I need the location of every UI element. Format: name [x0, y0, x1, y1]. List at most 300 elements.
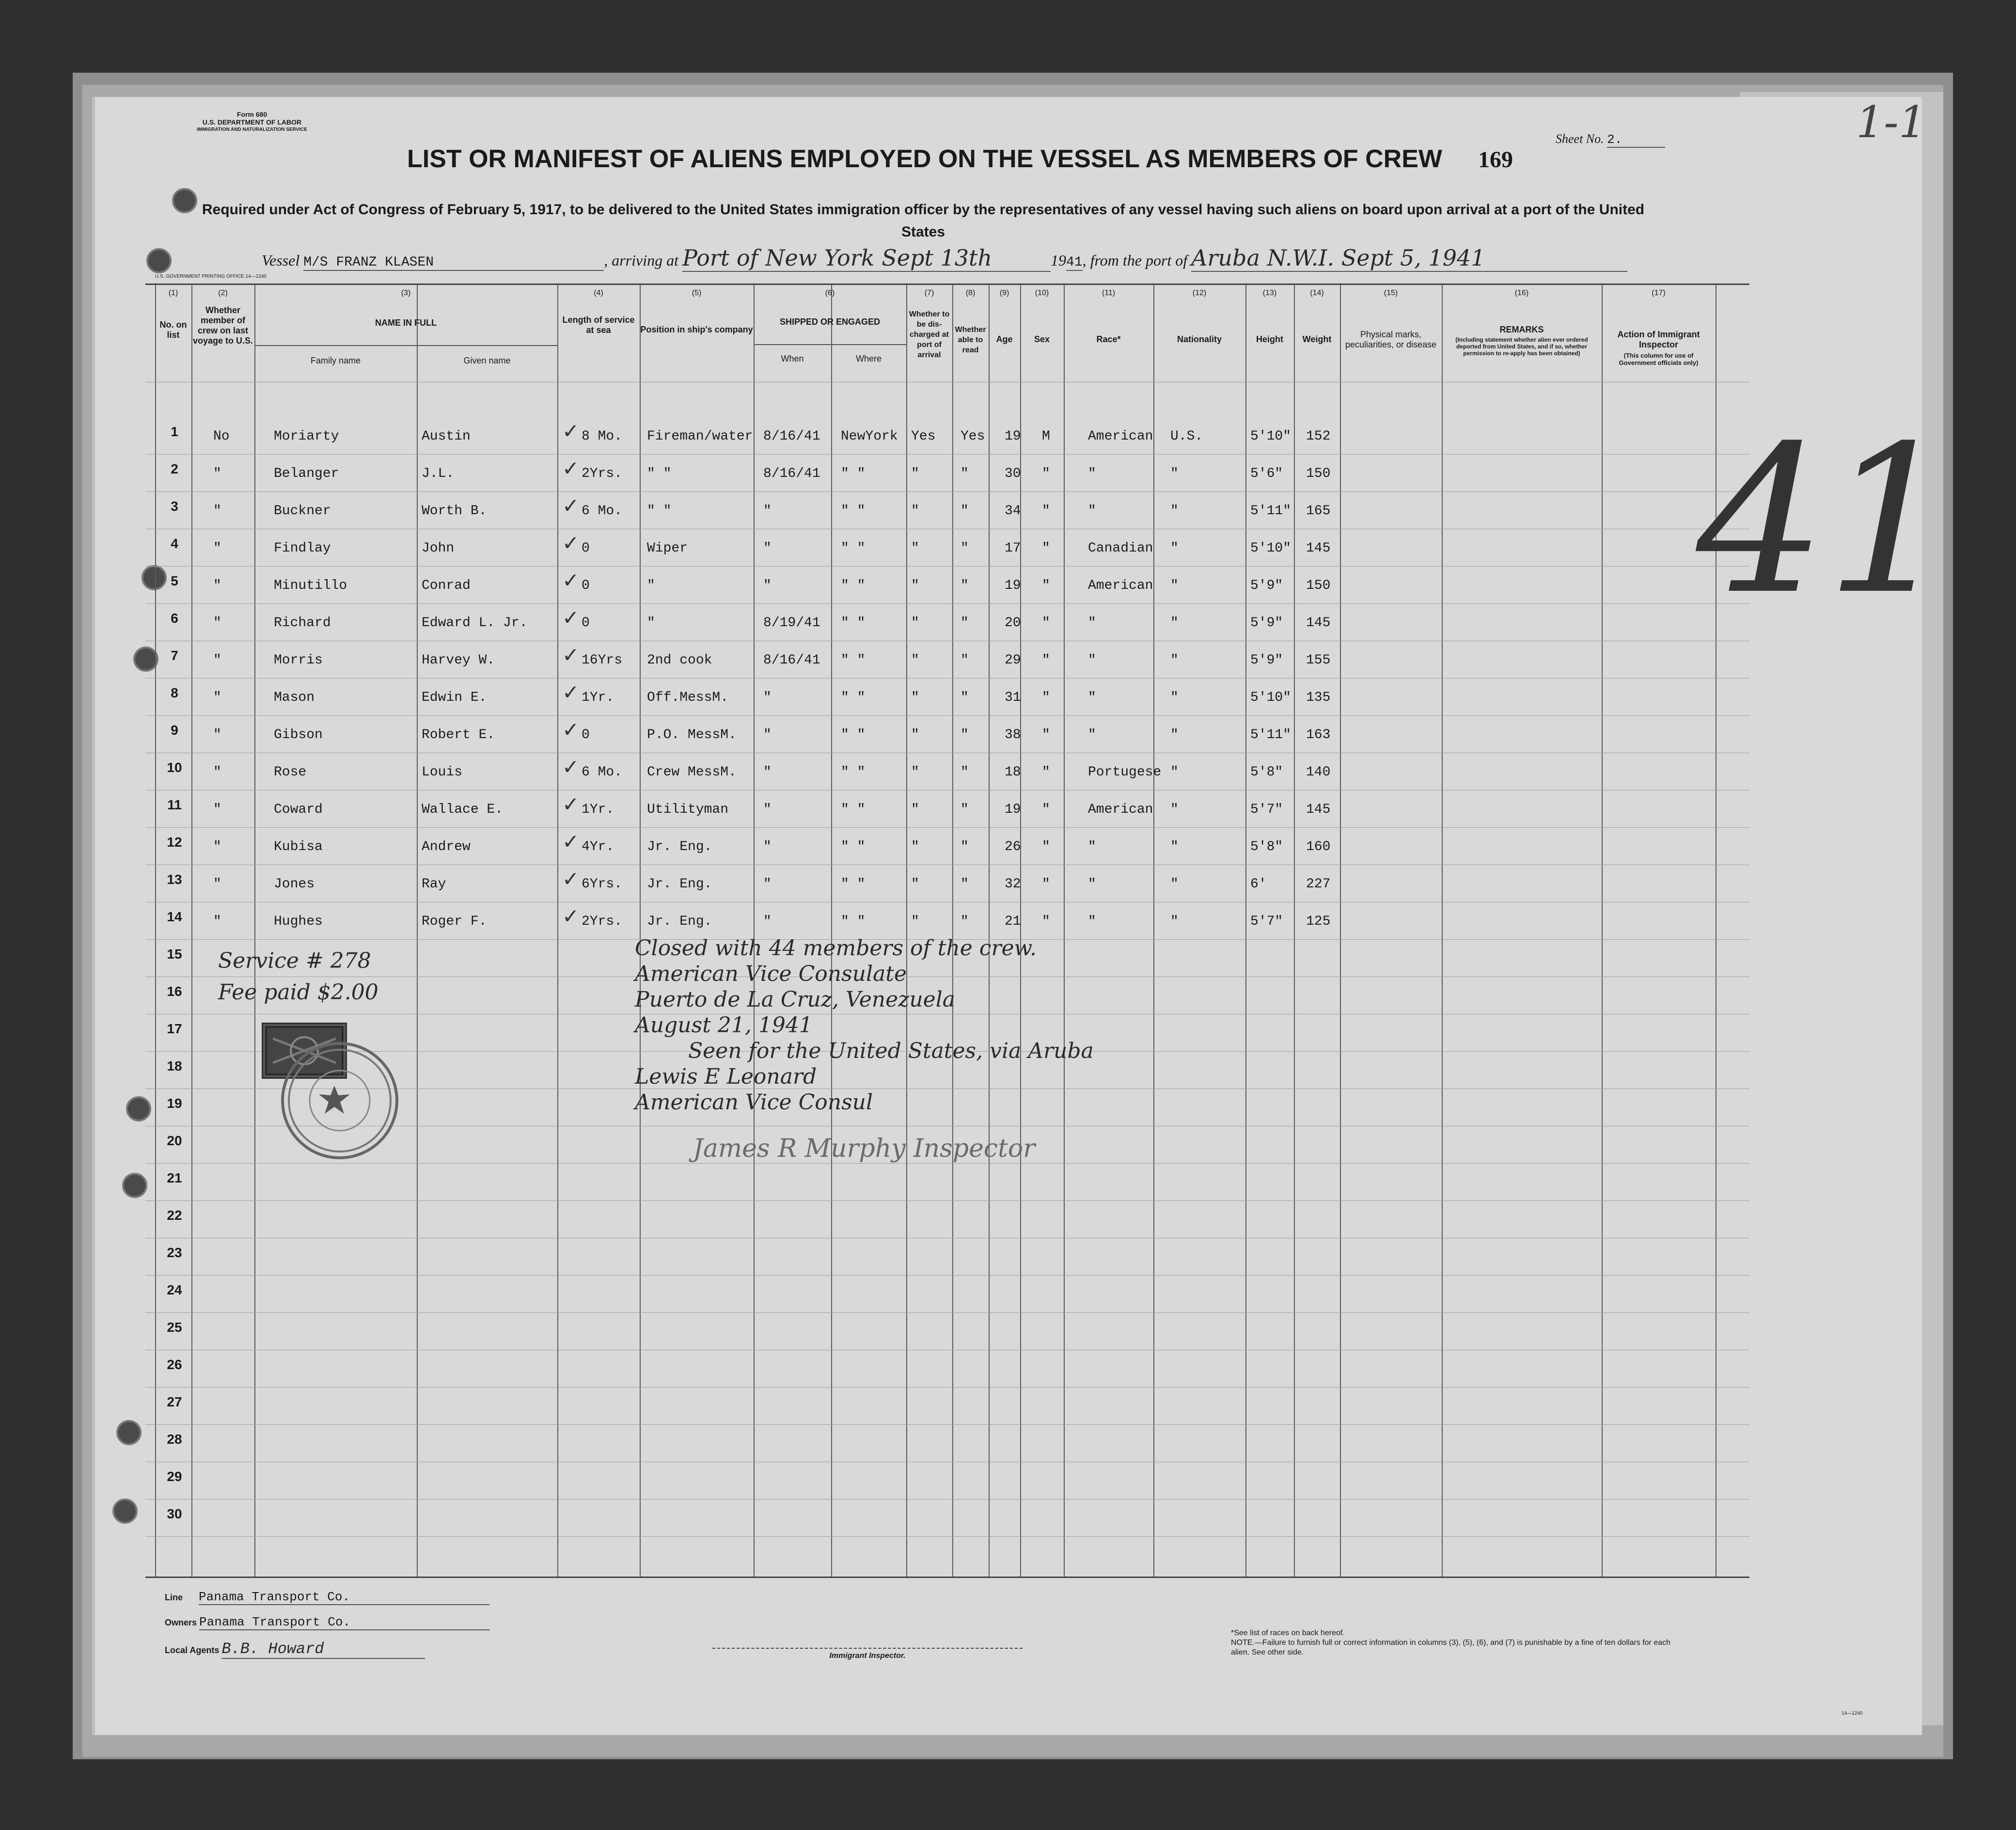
last-voyage-cell: " — [213, 504, 221, 519]
punch-hole-icon — [116, 1420, 142, 1445]
header-discharged: Whether to be dis-charged at port of arrival — [909, 310, 950, 359]
year-prefix: 19 — [1050, 252, 1066, 269]
colnum-1: (1) — [168, 289, 178, 297]
row-rule — [145, 1424, 1749, 1425]
given-name-cell: Ray — [422, 877, 446, 892]
sex-cell: " — [1042, 541, 1050, 556]
row-number: 11 — [167, 797, 182, 812]
col-rule — [1245, 285, 1246, 1577]
row-rule — [145, 1200, 1749, 1201]
form-code: 14—1240 — [1842, 1711, 1863, 1716]
department-name: U.S. DEPARTMENT OF LABOR — [202, 118, 302, 126]
nationality-cell: " — [1170, 615, 1179, 631]
last-voyage-cell: " — [213, 877, 221, 892]
position-cell: " — [647, 615, 655, 631]
service-length-cell: 6 Mo. — [582, 765, 623, 780]
sex-cell: " — [1042, 765, 1050, 780]
col-rule — [1294, 285, 1295, 1577]
given-name-cell: Harvey W. — [422, 653, 495, 668]
row-number: 23 — [167, 1245, 182, 1260]
able-to-read-cell: " — [961, 653, 969, 668]
arriving-label: , arriving at — [604, 252, 678, 269]
row-number: 22 — [167, 1208, 182, 1223]
age-cell: 38 — [1005, 727, 1021, 742]
shipped-where-cell: " " — [841, 914, 866, 929]
nationality-cell: " — [1170, 690, 1179, 705]
shipped-where-cell: " " — [841, 727, 866, 742]
able-to-read-cell: " — [961, 504, 969, 519]
row-number: 15 — [167, 947, 182, 962]
able-to-read-cell: " — [961, 578, 969, 593]
row-number: 12 — [167, 835, 182, 850]
sex-cell: " — [1042, 727, 1050, 742]
check-mark-icon: ✓ — [562, 906, 580, 928]
given-name-cell: Wallace E. — [422, 802, 504, 817]
row-number: 29 — [167, 1469, 182, 1484]
position-cell: " " — [647, 504, 672, 519]
height-cell: 5'9" — [1250, 578, 1283, 593]
service-length-cell: 0 — [582, 541, 590, 556]
service-length-cell: 2Yrs. — [582, 914, 623, 929]
closing-line: American Vice Consulate — [635, 962, 907, 986]
row-number: 13 — [167, 872, 182, 887]
shipped-when-cell: " — [763, 690, 772, 705]
header-physical-marks: Physical marks, peculiarities, or disease — [1345, 330, 1437, 349]
page-title: LIST OR MANIFEST OF ALIENS EMPLOYED ON THE VESSEL AS MEMBERS OF CREW — [407, 145, 1442, 173]
line-label: Line — [165, 1593, 183, 1602]
given-name-cell: Roger F. — [422, 914, 487, 929]
form-number: Form 680 — [236, 110, 268, 118]
race-cell: " — [1088, 877, 1096, 892]
given-name-cell: Austin — [422, 429, 471, 444]
from-port-value: Aruba N.W.I. Sept 5, 1941 — [1191, 245, 1627, 272]
position-cell: " — [647, 578, 655, 593]
family-name-cell: Moriarty — [274, 429, 339, 444]
row-number: 8 — [171, 685, 178, 700]
position-cell: Jr. Eng. — [647, 839, 712, 854]
row-number: 24 — [167, 1282, 182, 1297]
check-mark-icon: ✓ — [562, 458, 580, 480]
colnum-2: (2) — [218, 289, 228, 297]
age-cell: 19 — [1005, 578, 1021, 593]
service-length-cell: 6Yrs. — [582, 877, 623, 892]
height-cell: 5'11" — [1250, 504, 1292, 519]
row-rule — [145, 1387, 1749, 1388]
nationality-cell: " — [1170, 466, 1179, 481]
nationality-cell: " — [1170, 653, 1179, 668]
shipped-when-cell: " — [763, 839, 772, 854]
colnum-11: (11) — [1102, 289, 1116, 297]
height-cell: 5'11" — [1250, 727, 1292, 742]
shipped-where-cell: " " — [841, 839, 866, 854]
col-rule — [906, 285, 907, 1577]
weight-cell: 125 — [1306, 914, 1331, 929]
row-rule — [145, 491, 1749, 492]
row-number: 17 — [167, 1021, 182, 1036]
service-length-cell: 0 — [582, 615, 590, 631]
sex-cell: M — [1042, 429, 1050, 444]
service-length-cell: 6 Mo. — [582, 504, 623, 519]
header-remarks: REMARKS — [1499, 325, 1544, 334]
footer-agents-row — [165, 1640, 425, 1659]
age-cell: 34 — [1005, 504, 1021, 519]
height-cell: 5'6" — [1250, 466, 1283, 481]
consul-signature: Lewis E Leonard — [635, 1064, 817, 1089]
shipped-where-cell: " " — [841, 615, 866, 631]
header-able-to-read: Whether able to read — [955, 326, 986, 354]
nationality-cell: " — [1170, 541, 1179, 556]
given-name-cell: Andrew — [422, 839, 471, 854]
race-cell: " — [1088, 690, 1096, 705]
last-voyage-cell: " — [213, 802, 221, 817]
header-family-name: Family name — [310, 356, 361, 365]
able-to-read-cell: " — [961, 690, 969, 705]
col-rule — [417, 285, 418, 1577]
header-age: Age — [996, 334, 1013, 344]
last-voyage-cell: " — [213, 653, 221, 668]
agents-label: Local Agents — [165, 1645, 220, 1655]
footer-line-row — [165, 1590, 489, 1605]
able-to-read-cell: " — [961, 727, 969, 742]
colnum-6: (6) — [825, 289, 835, 297]
position-cell: P.O. MessM. — [647, 727, 737, 742]
nationality-cell: " — [1170, 578, 1179, 593]
nationality-cell: " — [1170, 914, 1179, 929]
position-cell: Wiper — [647, 541, 688, 556]
service-fee-note — [218, 945, 378, 1008]
shipped-when-cell: 8/16/41 — [763, 466, 820, 481]
able-to-read-cell: " — [961, 466, 969, 481]
sheet-number — [1556, 132, 1665, 148]
family-name-cell: Minutillo — [274, 578, 347, 593]
height-cell: 5'8" — [1250, 765, 1283, 780]
col-rule — [1153, 285, 1154, 1577]
shipped-where-cell: " " — [841, 877, 866, 892]
race-cell: American — [1088, 802, 1153, 817]
manifest-table — [145, 284, 1749, 1578]
race-cell: " — [1088, 914, 1096, 929]
row-rule — [145, 1275, 1749, 1276]
owners-label: Owners — [165, 1618, 197, 1627]
weight-cell: 150 — [1306, 578, 1331, 593]
name-divider — [254, 345, 557, 346]
colnum-5: (5) — [692, 289, 702, 297]
age-cell: 17 — [1005, 541, 1021, 556]
nationality-cell: " — [1170, 765, 1179, 780]
agents-value: B.B. Howard — [221, 1640, 425, 1659]
header-weight: Weight — [1302, 334, 1332, 344]
able-to-read-cell: " — [961, 802, 969, 817]
row-rule — [145, 454, 1749, 455]
check-mark-icon: ✓ — [562, 719, 580, 741]
last-voyage-cell: " — [213, 541, 221, 556]
col-rule — [155, 285, 156, 1577]
header-shipped: SHIPPED OR ENGAGED — [779, 317, 881, 327]
height-cell: 5'10" — [1250, 690, 1292, 705]
race-cell: American — [1088, 578, 1153, 593]
shipped-when-cell: " — [763, 765, 772, 780]
weight-cell: 135 — [1306, 690, 1331, 705]
family-name-cell: Mason — [274, 690, 315, 705]
last-voyage-cell: " — [213, 578, 221, 593]
check-mark-icon: ✓ — [562, 868, 580, 891]
shipped-divider — [754, 344, 906, 345]
nationality-cell: " — [1170, 877, 1179, 892]
position-cell: " " — [647, 466, 672, 481]
weight-cell: 140 — [1306, 765, 1331, 780]
header-sex: Sex — [1034, 334, 1050, 344]
discharged-cell: " — [911, 765, 919, 780]
last-voyage-cell: No — [213, 429, 230, 444]
consulate-closing-note — [635, 935, 1094, 1115]
vessel-line — [262, 245, 1627, 272]
shipped-where-cell: " " — [841, 802, 866, 817]
service-length-cell: 1Yr. — [582, 690, 614, 705]
family-name-cell: Buckner — [274, 504, 331, 519]
shipped-where-cell: NewYork — [841, 429, 898, 444]
col-rule — [1602, 285, 1603, 1577]
colnum-16: (16) — [1514, 289, 1529, 297]
given-name-cell: Conrad — [422, 578, 471, 593]
header-height: Height — [1256, 334, 1283, 344]
header-no-on-list: No. on list — [159, 320, 187, 340]
punch-hole-icon — [122, 1173, 147, 1198]
header-position: Position in ship's company — [640, 325, 753, 334]
sex-cell: " — [1042, 653, 1050, 668]
position-cell: Crew MessM. — [647, 765, 737, 780]
height-cell: 5'9" — [1250, 653, 1283, 668]
sex-cell: " — [1042, 504, 1050, 519]
age-cell: 19 — [1005, 802, 1021, 817]
check-mark-icon: ✓ — [562, 831, 580, 853]
race-cell: " — [1088, 615, 1096, 631]
height-cell: 5'7" — [1250, 914, 1283, 929]
col-rule — [989, 285, 990, 1577]
sex-cell: " — [1042, 615, 1050, 631]
able-to-read-cell: " — [961, 839, 969, 854]
corner-mark: 1-1 — [1856, 97, 1926, 148]
shipped-where-cell: " " — [841, 466, 866, 481]
row-number: 1 — [171, 424, 178, 439]
row-number: 9 — [171, 723, 178, 738]
weight-cell: 165 — [1306, 504, 1331, 519]
sex-cell: " — [1042, 802, 1050, 817]
weight-cell: 160 — [1306, 839, 1331, 854]
discharged-cell: " — [911, 466, 919, 481]
discharged-cell: " — [911, 615, 919, 631]
able-to-read-cell: " — [961, 914, 969, 929]
row-number: 28 — [167, 1432, 182, 1447]
check-mark-icon: ✓ — [562, 421, 580, 443]
shipped-where-cell: " " — [841, 541, 866, 556]
remarks-note: (Including statement whether alien ever ordered deported from United States, and if so, whether permission to re-apply has been obtained) — [1455, 336, 1588, 357]
given-name-cell: J.L. — [422, 466, 455, 481]
service-length-cell: 1Yr. — [582, 802, 614, 817]
weight-cell: 163 — [1306, 727, 1331, 742]
row-rule — [145, 603, 1749, 604]
family-name-cell: Coward — [274, 802, 323, 817]
family-name-cell: Gibson — [274, 727, 323, 742]
position-cell: Utilityman — [647, 802, 729, 817]
header-given-name: Given name — [463, 356, 511, 365]
family-name-cell: Belanger — [274, 466, 339, 481]
header-where: Where — [855, 354, 882, 363]
check-mark-icon: ✓ — [562, 682, 580, 704]
row-number: 16 — [167, 984, 182, 999]
col-rule — [1442, 285, 1443, 1577]
stamped-number: 169 — [1478, 147, 1513, 173]
shipped-when-cell: " — [763, 578, 772, 593]
check-mark-icon: ✓ — [562, 757, 580, 779]
age-cell: 19 — [1005, 429, 1021, 444]
given-name-cell: Robert E. — [422, 727, 495, 742]
check-mark-icon: ✓ — [562, 570, 580, 592]
check-mark-icon: ✓ — [562, 794, 580, 816]
footer-owners-row — [165, 1615, 490, 1630]
shipped-when-cell: " — [763, 727, 772, 742]
height-cell: 5'9" — [1250, 615, 1283, 631]
weight-cell: 227 — [1306, 877, 1331, 892]
service-length-cell: 8 Mo. — [582, 429, 623, 444]
given-name-cell: Worth B. — [422, 504, 487, 519]
row-rule — [145, 827, 1749, 828]
discharged-cell: " — [911, 839, 919, 854]
header-race: Race* — [1096, 334, 1121, 344]
age-cell: 26 — [1005, 839, 1021, 854]
header-nationality: Nationality — [1177, 334, 1222, 344]
nationality-cell: " — [1170, 727, 1179, 742]
last-voyage-cell: " — [213, 765, 221, 780]
colnum-3: (3) — [401, 289, 411, 297]
able-to-read-cell: " — [961, 765, 969, 780]
last-voyage-cell: " — [213, 466, 221, 481]
closing-line: August 21, 1941 — [635, 1013, 813, 1038]
shipped-where-cell: " " — [841, 504, 866, 519]
sex-cell: " — [1042, 914, 1050, 929]
check-mark-icon: ✓ — [562, 645, 580, 667]
nationality-cell: U.S. — [1170, 429, 1203, 444]
race-cell: " — [1088, 653, 1096, 668]
sex-cell: " — [1042, 877, 1050, 892]
year-suffix: 41 — [1066, 255, 1083, 270]
service-name: IMMIGRATION AND NATURALIZATION SERVICE — [197, 127, 307, 132]
discharged-cell: " — [911, 541, 919, 556]
last-voyage-cell: " — [213, 914, 221, 929]
check-mark-icon: ✓ — [562, 607, 580, 630]
row-number: 21 — [167, 1170, 182, 1185]
vessel-name: M/S FRANZ KLASEN — [303, 255, 604, 271]
position-cell: Fireman/water — [647, 429, 753, 444]
discharged-cell: " — [911, 504, 919, 519]
fee-paid: Fee paid $2.00 — [218, 980, 378, 1005]
nationality-cell: " — [1170, 839, 1179, 854]
row-number: 6 — [171, 611, 178, 626]
shipped-when-cell: " — [763, 504, 772, 519]
age-cell: 20 — [1005, 615, 1021, 631]
form-header — [194, 110, 310, 134]
service-length-cell: 0 — [582, 727, 590, 742]
check-mark-icon: ✓ — [562, 533, 580, 555]
nationality-cell: " — [1170, 802, 1179, 817]
able-to-read-cell: Yes — [961, 429, 985, 444]
height-cell: 5'7" — [1250, 802, 1283, 817]
given-name-cell: Louis — [422, 765, 463, 780]
sheet-value: 2. — [1607, 132, 1665, 148]
row-number: 2 — [171, 461, 178, 476]
fine-note: NOTE.—Failure to furnish full or correct information in columns (3), (5), (6), and (7) is punishable by a fine of ten dollars for each alien. See other side. — [1231, 1639, 1671, 1656]
nationality-cell: " — [1170, 504, 1179, 519]
colnum-7: (7) — [924, 289, 934, 297]
discharged-cell: Yes — [911, 429, 936, 444]
discharged-cell: " — [911, 877, 919, 892]
row-number: 7 — [171, 648, 178, 663]
eagle-icon — [315, 1081, 354, 1120]
line-value: Panama Transport Co. — [199, 1590, 489, 1605]
col-rule — [1064, 285, 1065, 1577]
sheet-label: Sheet No. — [1556, 132, 1604, 146]
race-cell: " — [1088, 839, 1096, 854]
col-rule — [191, 285, 192, 1577]
colnum-9: (9) — [999, 289, 1009, 297]
col-rule — [557, 285, 558, 1577]
discharged-cell: " — [911, 578, 919, 593]
weight-cell: 145 — [1306, 541, 1331, 556]
printing-note: U.S. GOVERNMENT PRINTING OFFICE 14—1240 — [155, 274, 267, 279]
row-number: 4 — [171, 536, 178, 551]
able-to-read-cell: " — [961, 541, 969, 556]
height-cell: 5'10" — [1250, 541, 1292, 556]
discharged-cell: " — [911, 914, 919, 929]
service-number: Service # 278 — [218, 948, 371, 973]
sex-cell: " — [1042, 578, 1050, 593]
shipped-where-cell: " " — [841, 653, 866, 668]
family-name-cell: Morris — [274, 653, 323, 668]
colnum-4: (4) — [594, 289, 603, 297]
header-last-voyage: Whether member of crew on last voyage to U.S. — [192, 305, 253, 346]
family-name-cell: Findlay — [274, 541, 331, 556]
service-length-cell: 0 — [582, 578, 590, 593]
shipped-when-cell: " — [763, 914, 772, 929]
race-cell: American — [1088, 429, 1153, 444]
last-voyage-cell: " — [213, 690, 221, 705]
punch-hole-icon — [112, 1499, 138, 1524]
header-when: When — [781, 354, 804, 363]
discharged-cell: " — [911, 802, 919, 817]
last-voyage-cell: " — [213, 727, 221, 742]
row-number: 14 — [167, 909, 182, 924]
arriving-value: Port of New York Sept 13th — [682, 245, 1051, 272]
shipped-when-cell: " — [763, 541, 772, 556]
age-cell: 21 — [1005, 914, 1021, 929]
weight-cell: 155 — [1306, 653, 1331, 668]
sex-cell: " — [1042, 466, 1050, 481]
colnum-14: (14) — [1310, 289, 1324, 297]
immigrant-inspector-line: Immigrant Inspector. — [712, 1648, 1023, 1660]
given-name-cell: Edwin E. — [422, 690, 487, 705]
family-name-cell: Hughes — [274, 914, 323, 929]
height-cell: 5'8" — [1250, 839, 1283, 854]
shipped-when-cell: " — [763, 802, 772, 817]
weight-cell: 152 — [1306, 429, 1331, 444]
closing-line: Seen for the United States, via Aruba — [688, 1039, 1094, 1063]
shipped-when-cell: 8/16/41 — [763, 653, 820, 668]
header-inspector-action: Action of Immigrant Inspector — [1617, 330, 1700, 349]
colnum-17: (17) — [1652, 289, 1666, 297]
header-name-in-full: NAME IN FULL — [375, 318, 437, 328]
row-number: 25 — [167, 1320, 182, 1335]
row-rule — [145, 715, 1749, 716]
race-cell: Portugese — [1088, 765, 1162, 780]
